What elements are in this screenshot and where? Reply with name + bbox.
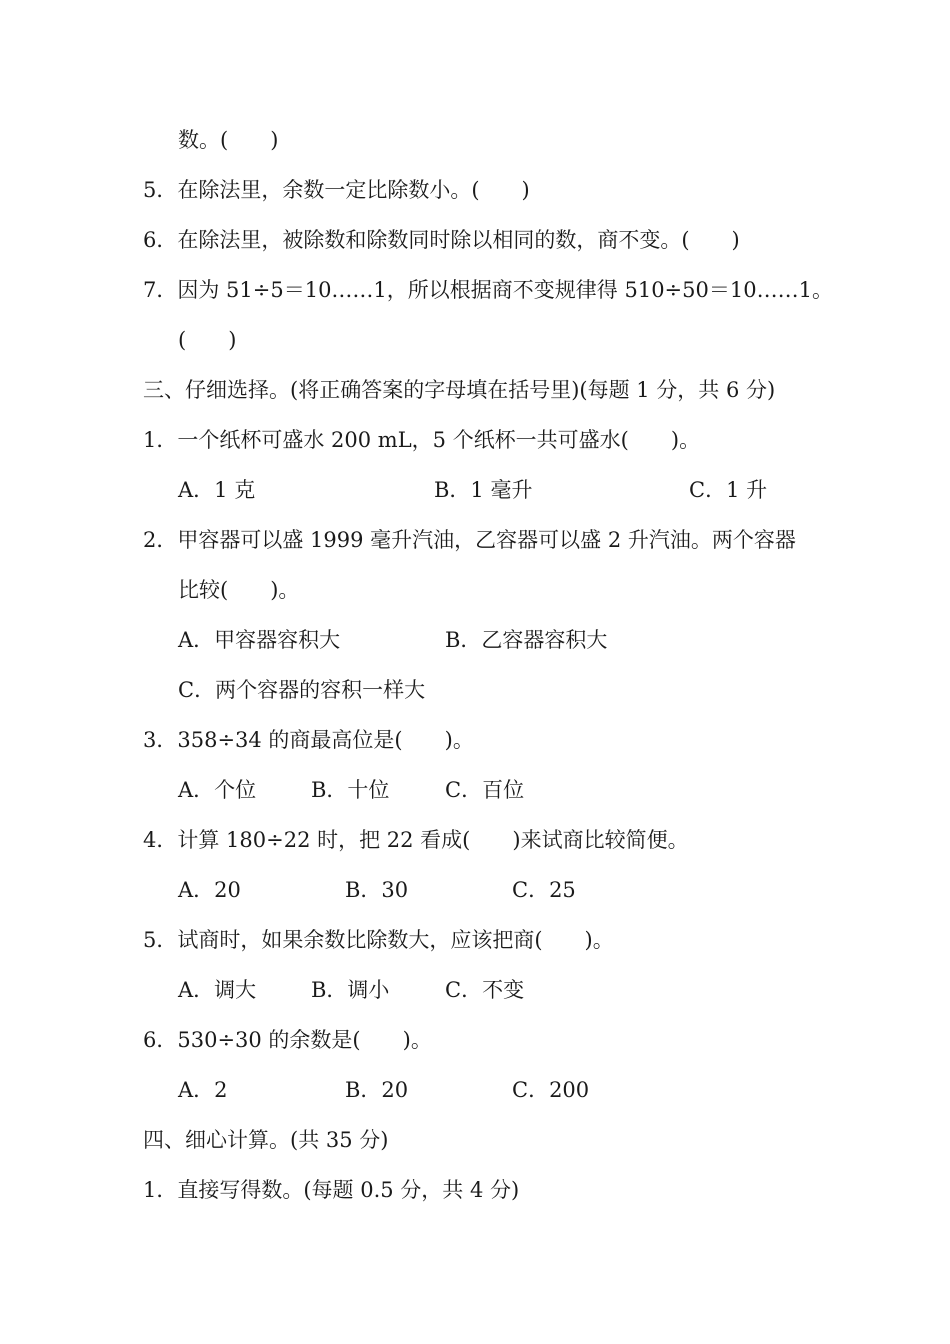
choice-q3-option-a: A．个位 <box>178 778 257 802</box>
choice-q4-option-a: A．20 <box>178 878 241 902</box>
judge-q6: 6．在除法里，被除数和除数同时除以相同的数，商不变。( ) <box>143 228 740 252</box>
judge-q7-bracket: ( ) <box>178 328 237 352</box>
choice-q2-option-a: A．甲容器容积大 <box>178 628 341 652</box>
choice-q4-option-c: C．25 <box>512 878 576 902</box>
choice-q2-stem-continued: 比较( )。 <box>178 578 300 602</box>
choice-q6-option-a: A．2 <box>178 1078 228 1102</box>
choice-q4-option-b: B．30 <box>345 878 409 902</box>
choice-q2-option-c: C．两个容器的容积一样大 <box>178 678 426 702</box>
judge-q5: 5．在除法里，余数一定比除数小。( ) <box>143 178 530 202</box>
choice-q1-option-a: A．1 克 <box>178 478 256 502</box>
choice-q1-option-b: B．1 毫升 <box>434 478 533 502</box>
choice-q4-stem: 4．计算 180÷22 时，把 22 看成( )来试商比较简便。 <box>143 828 689 852</box>
choice-q5-stem: 5．试商时，如果余数比除数大，应该把商( )。 <box>143 928 614 952</box>
choice-q2-option-b: B．乙容器容积大 <box>445 628 608 652</box>
choice-q6-stem: 6．530÷30 的余数是( )。 <box>143 1028 432 1052</box>
choice-q3-option-b: B．十位 <box>311 778 390 802</box>
section-3-title: 三、仔细选择。(将正确答案的字母填在括号里)(每题 1 分，共 6 分) <box>143 378 776 402</box>
choice-q3-option-c: C．百位 <box>445 778 525 802</box>
judge-q4-continuation: 数。( ) <box>178 128 279 152</box>
choice-q5-option-c: C．不变 <box>445 978 525 1002</box>
judge-q7: 7．因为 51÷5＝10……1，所以根据商不变规律得 510÷50＝10……1。 <box>143 278 833 302</box>
choice-q6-option-c: C．200 <box>512 1078 590 1102</box>
choice-q5-option-b: B．调小 <box>311 978 390 1002</box>
choice-q1-option-c: C．1 升 <box>689 478 768 502</box>
choice-q6-option-b: B．20 <box>345 1078 409 1102</box>
choice-q3-stem: 3．358÷34 的商最高位是( )。 <box>143 728 474 752</box>
choice-q1-stem: 1．一个纸杯可盛水 200 mL，5 个纸杯一共可盛水( )。 <box>143 428 701 452</box>
choice-q2-stem: 2．甲容器可以盛 1999 毫升汽油，乙容器可以盛 2 升汽油。两个容器 <box>143 528 796 552</box>
calc-q1-heading: 1．直接写得数。(每题 0.5 分，共 4 分) <box>143 1178 520 1202</box>
section-4-title: 四、细心计算。(共 35 分) <box>143 1128 389 1152</box>
choice-q5-option-a: A．调大 <box>178 978 257 1002</box>
